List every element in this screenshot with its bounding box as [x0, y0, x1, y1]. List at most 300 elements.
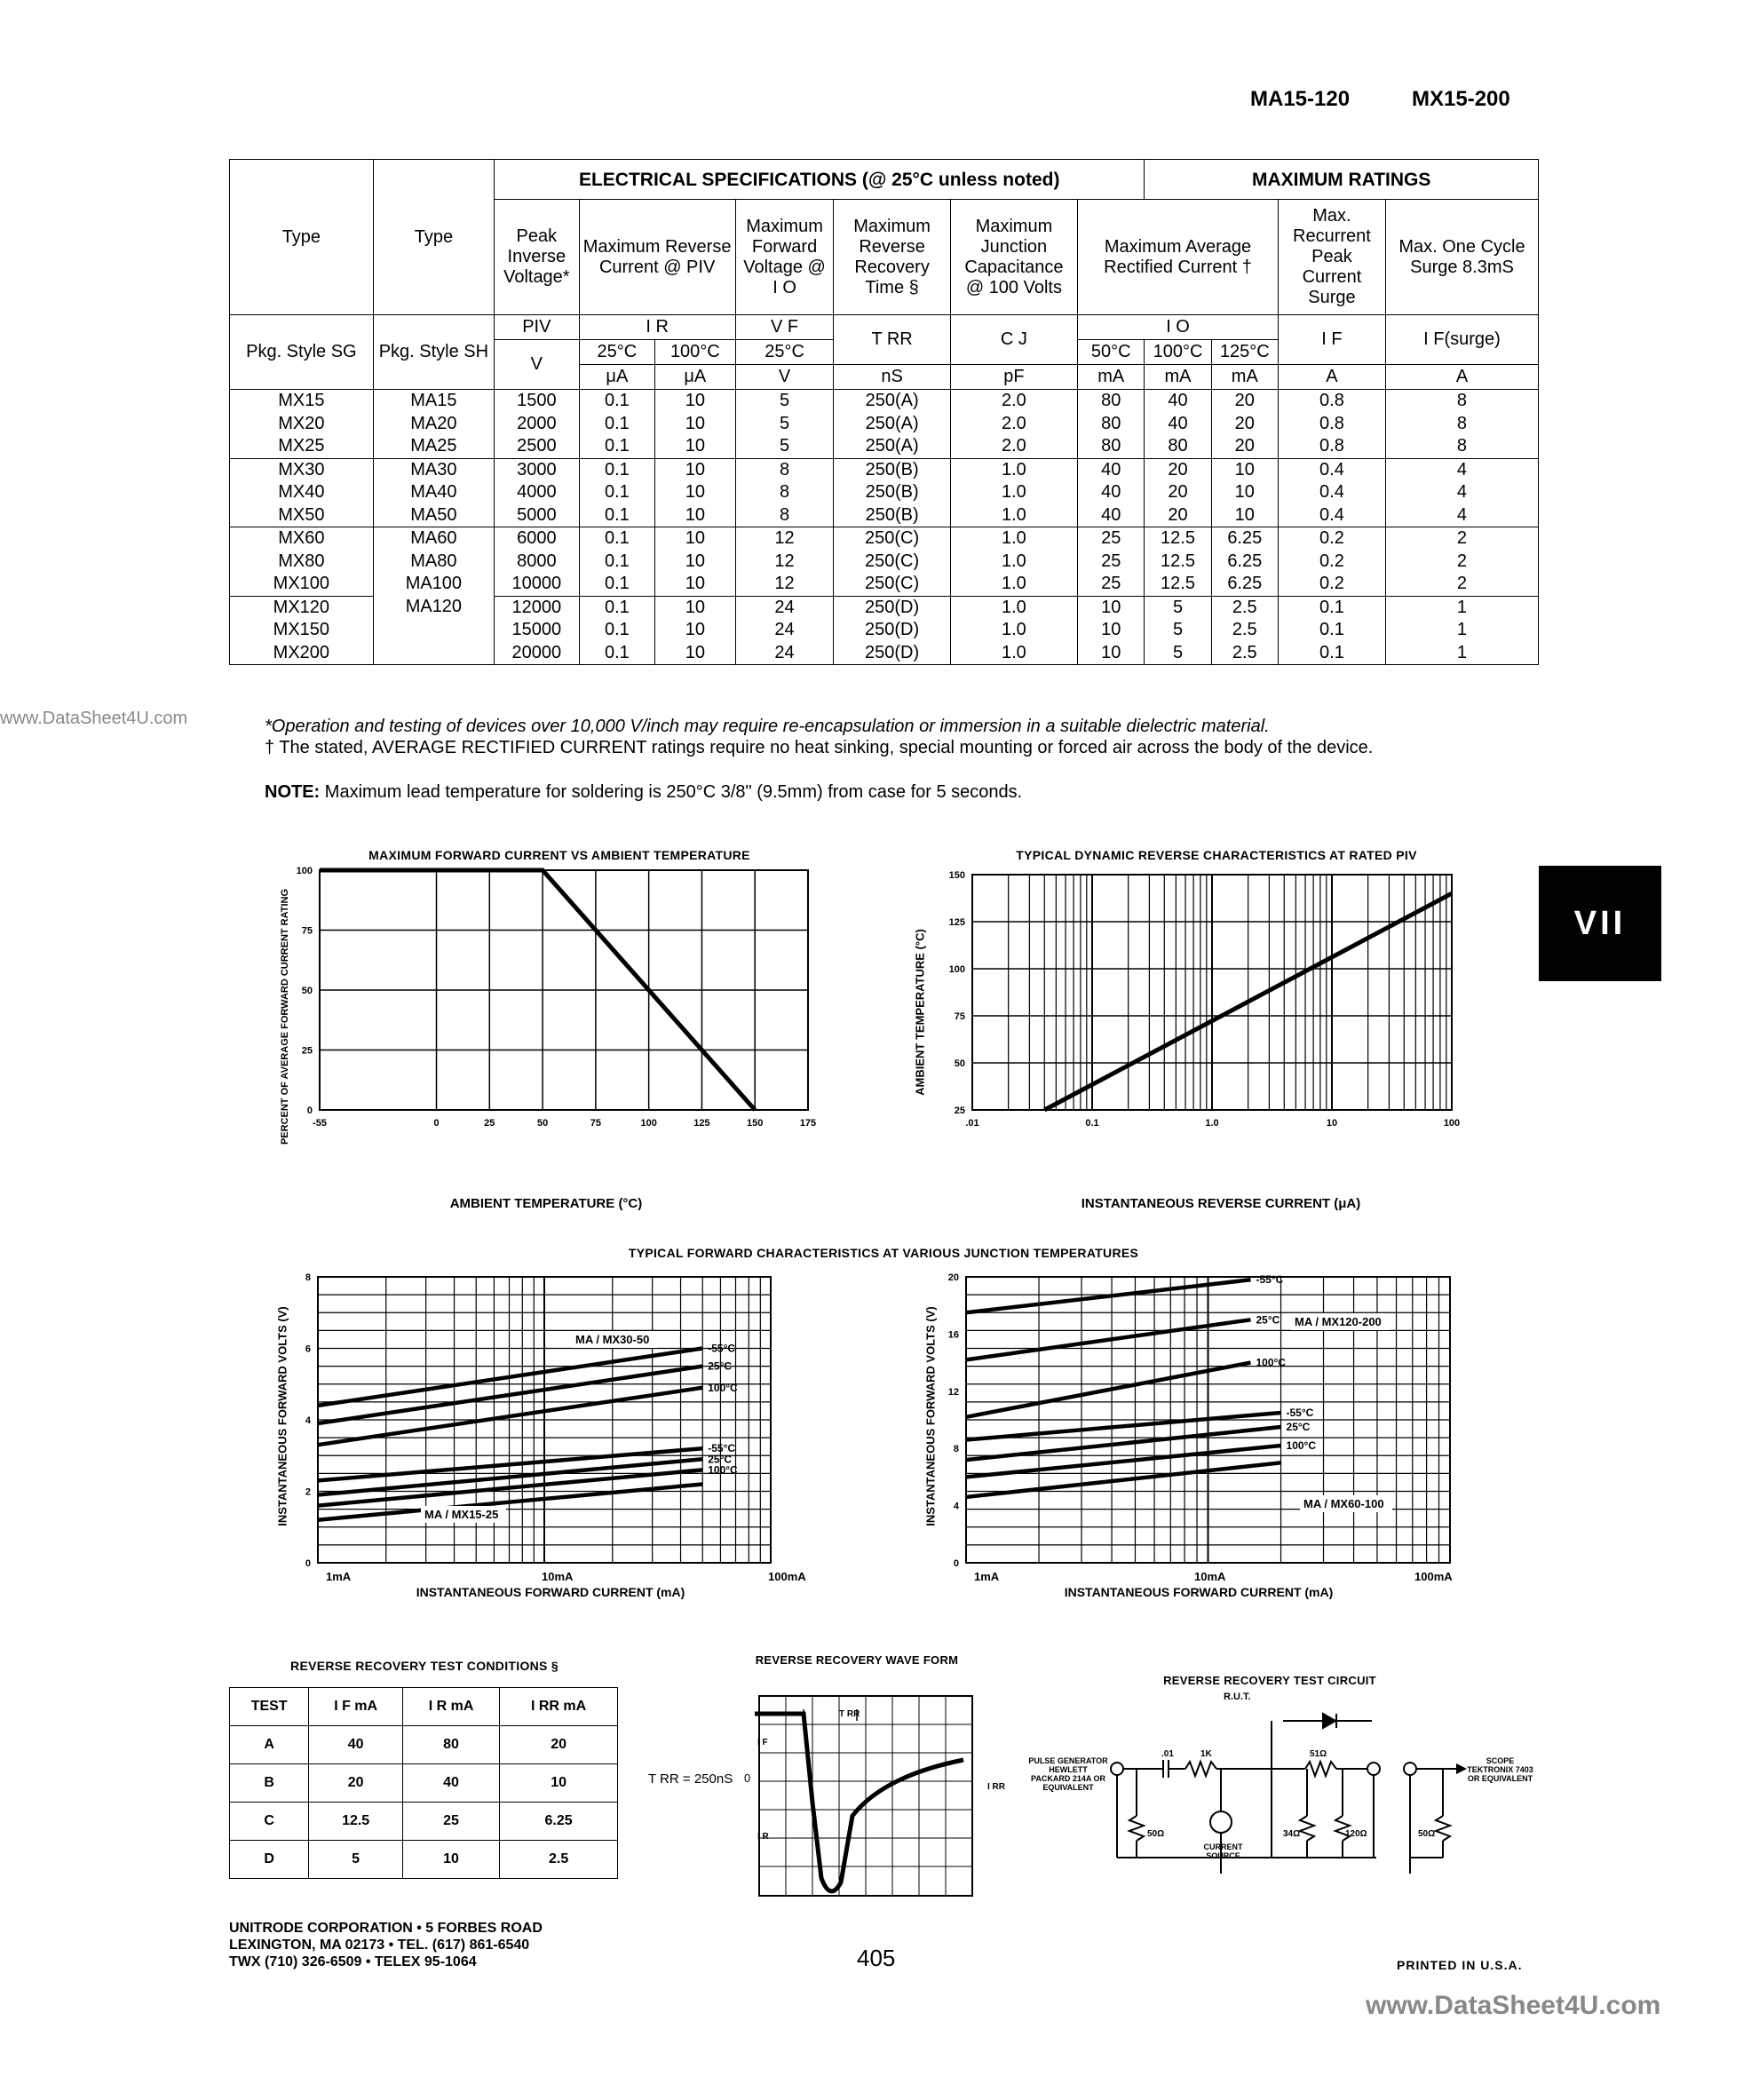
rr-cell: 6.25 — [500, 1803, 618, 1841]
table-cell: MA50 — [373, 504, 494, 527]
series-label: 100°C — [708, 1381, 738, 1394]
x-tick-label: .01 — [965, 1118, 979, 1129]
table-cell: MA20 — [373, 413, 494, 436]
address-line-2: LEXINGTON, MA 02173 • TEL. (617) 861-6540 — [229, 1938, 530, 1953]
table-cell: 12.5 — [1145, 527, 1211, 551]
table-cell: MA15 — [373, 390, 494, 413]
io-125c: 125°C — [1211, 340, 1278, 365]
electrical-spec-heading: ELECTRICAL SPECIFICATIONS (@ 25°C unless noted) — [495, 160, 1145, 200]
table-cell: 8 — [1385, 390, 1538, 413]
rr-row — [230, 1841, 618, 1879]
table-cell: 2.5 — [1211, 596, 1278, 619]
series-label: 25°C — [1256, 1313, 1280, 1327]
table-cell: MA80 — [373, 551, 494, 574]
chart1-xlabel: AMBIENT TEMPERATURE (°C) — [449, 1196, 643, 1211]
rr-table-title: REVERSE RECOVERY TEST CONDITIONS § — [290, 1659, 559, 1673]
table-cell: 8 — [1385, 435, 1538, 458]
rr-row — [230, 1803, 618, 1841]
table-cell: 20 — [1145, 458, 1211, 481]
table-row — [230, 527, 1539, 551]
table-cell: 3000 — [495, 458, 580, 481]
note-label: NOTE: — [265, 782, 321, 802]
chart3-ylabel: INSTANTANEOUS FORWARD VOLTS (V) — [275, 1306, 289, 1526]
io-100c-unit: mA — [1145, 365, 1211, 390]
vf-header: Maximum Forward Voltage @ I O — [735, 200, 834, 315]
table-cell: 0.1 — [579, 596, 654, 619]
series-label: 25°C — [708, 1453, 733, 1466]
table-cell: 0.1 — [579, 435, 654, 458]
rr-header-cell: I R mA — [402, 1688, 499, 1726]
table-cell: 10 — [655, 504, 736, 527]
type-header-1: Type — [230, 160, 374, 315]
circuit-title: REVERSE RECOVERY TEST CIRCUIT — [1163, 1674, 1376, 1687]
rr-cell: 80 — [402, 1726, 499, 1764]
pkg-sh-header: Pkg. Style SH — [373, 315, 494, 390]
table-cell: 80 — [1078, 390, 1145, 413]
io-125c-unit: mA — [1211, 365, 1278, 390]
table-cell: 20 — [1145, 504, 1211, 527]
table-cell: 6.25 — [1211, 551, 1278, 574]
table-cell: 0.4 — [1278, 504, 1385, 527]
series-label: -55°C — [1256, 1273, 1284, 1287]
table-cell: 250(B) — [834, 481, 950, 504]
wf-trr-label: T RR = 250nS — [648, 1771, 733, 1787]
table-cell: 1 — [1385, 642, 1538, 665]
x-tick-label: 100 — [1443, 1118, 1461, 1129]
table-cell: 250(D) — [834, 642, 950, 665]
circuit-scope: SCOPE TEKTRONIX 7403 OR EQUIVALENT — [1467, 1756, 1533, 1783]
table-cell: 0.1 — [579, 504, 654, 527]
cj-unit: pF — [950, 365, 1077, 390]
table-cell: 10 — [1078, 642, 1145, 665]
y-tick-label: 4 — [953, 1501, 959, 1512]
ir-25c: 25°C — [579, 340, 654, 365]
table-cell: 0.1 — [1278, 596, 1385, 619]
table-cell: 2 — [1385, 573, 1538, 596]
part-number-right: MX15-200 — [1412, 87, 1510, 111]
table-cell: 20 — [1211, 390, 1278, 413]
ifsurge-header: Max. One Cycle Surge 8.3mS — [1385, 200, 1538, 315]
table-cell: 5 — [1145, 642, 1211, 665]
table-row — [230, 551, 1539, 574]
rr-cell: A — [230, 1726, 309, 1764]
chart4-xlabel: INSTANTANEOUS FORWARD CURRENT (mA) — [1064, 1585, 1334, 1599]
y-tick-label: 6 — [305, 1343, 311, 1355]
series-line — [966, 1427, 1281, 1460]
x-tick-label: 150 — [747, 1118, 764, 1129]
chart3-title: TYPICAL FORWARD CHARACTERISTICS AT VARIOUS JUNCTION TEMPERATURES — [628, 1246, 1139, 1260]
rr-cell: 40 — [309, 1726, 403, 1764]
table-cell: 2 — [1385, 551, 1538, 574]
table-cell: 12.5 — [1145, 573, 1211, 596]
trr-header: Maximum Reverse Recovery Time § — [834, 200, 950, 315]
c3-xtick-3: 100mA — [768, 1570, 806, 1583]
table-cell: MA30 — [373, 458, 494, 481]
test-circuit-schematic — [1021, 1705, 1545, 1891]
table-cell: 12 — [735, 551, 834, 574]
waveform-title: REVERSE RECOVERY WAVE FORM — [755, 1653, 959, 1667]
table-cell: 8 — [735, 458, 834, 481]
x-tick-label: 125 — [693, 1118, 710, 1129]
rr-cell: 10 — [402, 1841, 499, 1879]
ir-symbol: I R — [579, 315, 735, 340]
waveform-diagram — [644, 1669, 990, 1918]
table-cell: MX200 — [230, 642, 374, 665]
x-tick-label: -55 — [313, 1118, 327, 1129]
table-cell: 5 — [1145, 619, 1211, 642]
trr-symbol: T RR — [834, 315, 950, 365]
table-cell: 2.0 — [950, 413, 1077, 436]
chart-dynamic-reverse — [923, 839, 1501, 1212]
table-cell: 4 — [1385, 481, 1538, 504]
y-tick-label: 0 — [953, 1558, 959, 1569]
circuit-r50a: 50Ω — [1147, 1829, 1165, 1839]
table-cell: 10 — [1078, 619, 1145, 642]
table-cell: MA100 — [373, 573, 494, 596]
vf-25c: 25°C — [735, 340, 834, 365]
table-cell: 40 — [1145, 413, 1211, 436]
table-cell: 0.2 — [1278, 527, 1385, 551]
note-star: *Operation and testing of devices over 10,000 V/inch may require re-encapsulation or immersion in a suitable dielectric material. — [265, 717, 1270, 736]
y-tick-label: 125 — [948, 917, 965, 928]
chart4-ylabel: INSTANTANEOUS FORWARD VOLTS (V) — [923, 1306, 938, 1526]
series-line — [966, 1413, 1281, 1440]
table-row — [230, 458, 1539, 481]
table-cell: 25 — [1078, 527, 1145, 551]
if-symbol: I F — [1278, 315, 1385, 365]
table-cell: 0.2 — [1278, 551, 1385, 574]
io-symbol: I O — [1078, 315, 1279, 340]
x-tick-label: 75 — [590, 1118, 601, 1129]
note-text: Maximum lead temperature for soldering is 250°C 3/8" (9.5mm) from case for 5 seconds. — [324, 782, 1023, 802]
chart-max-forward-current — [258, 839, 826, 1212]
y-tick-label: 75 — [954, 1011, 965, 1022]
table-row — [230, 642, 1539, 665]
table-cell: 0.2 — [1278, 573, 1385, 596]
table-cell: 10 — [1078, 596, 1145, 619]
table-cell: MX80 — [230, 551, 374, 574]
y-tick-label: 25 — [954, 1105, 965, 1116]
table-cell: 10 — [655, 573, 736, 596]
table-cell: 2500 — [495, 435, 580, 458]
table-cell: 0.1 — [579, 458, 654, 481]
table-cell: 20000 — [495, 642, 580, 665]
table-cell: 1.0 — [950, 573, 1077, 596]
table-cell: MA25 — [373, 435, 494, 458]
io-100c: 100°C — [1145, 340, 1211, 365]
table-cell: 0.1 — [579, 642, 654, 665]
y-tick-label: 12 — [947, 1386, 959, 1398]
table-cell: 10 — [655, 390, 736, 413]
table-cell: 10 — [655, 596, 736, 619]
table-cell: 250(C) — [834, 527, 950, 551]
table-cell: 6.25 — [1211, 573, 1278, 596]
x-tick-label: 175 — [799, 1118, 817, 1129]
table-cell: 250(A) — [834, 413, 950, 436]
table-cell: 10 — [655, 435, 736, 458]
y-tick-label: 16 — [947, 1329, 959, 1341]
x-tick-label: 10 — [1326, 1118, 1338, 1129]
series-group-label: MA / MX60-100 — [1303, 1497, 1384, 1510]
rr-row — [230, 1726, 618, 1764]
y-tick-label: 75 — [301, 925, 313, 937]
circuit-c01: .01 — [1161, 1749, 1174, 1759]
table-cell: 10 — [655, 619, 736, 642]
printed-usa: PRINTED IN U.S.A. — [1397, 1958, 1523, 1972]
table-cell — [373, 619, 494, 642]
table-cell: 12 — [735, 573, 834, 596]
cj-header: Maximum Junction Capacitance @ 100 Volts — [950, 200, 1077, 315]
circuit-r120: 120Ω — [1345, 1829, 1367, 1839]
if-unit: A — [1278, 365, 1385, 390]
series-label: 25°C — [1286, 1421, 1311, 1434]
table-cell: MX25 — [230, 435, 374, 458]
table-cell: 8 — [1385, 413, 1538, 436]
table-cell: 10 — [655, 458, 736, 481]
table-cell: MA60 — [373, 527, 494, 551]
table-cell: 1.0 — [950, 504, 1077, 527]
table-cell: MX100 — [230, 573, 374, 596]
rr-header-cell: I RR mA — [500, 1688, 618, 1726]
table-cell: 6000 — [495, 527, 580, 551]
series-label: -55°C — [1286, 1406, 1314, 1419]
table-cell: MX150 — [230, 619, 374, 642]
table-cell: 5000 — [495, 504, 580, 527]
max-ratings-heading: MAXIMUM RATINGS — [1145, 160, 1539, 200]
table-cell: 250(B) — [834, 458, 950, 481]
chart3-xlabel: INSTANTANEOUS FORWARD CURRENT (mA) — [416, 1585, 685, 1599]
watermark-left: www.DataSheet4U.com — [0, 709, 188, 728]
cj-symbol: C J — [950, 315, 1077, 365]
rr-header-cell: TEST — [230, 1688, 309, 1726]
rr-cell: 12.5 — [309, 1803, 403, 1841]
c4-xtick-2: 10mA — [1194, 1570, 1226, 1583]
y-tick-label: 8 — [305, 1272, 311, 1283]
table-cell: 5 — [735, 435, 834, 458]
series-label: 100°C — [1256, 1356, 1286, 1369]
table-cell: 1.0 — [950, 619, 1077, 642]
table-cell: 1.0 — [950, 551, 1077, 574]
spec-table — [229, 159, 1539, 665]
table-cell: 1500 — [495, 390, 580, 413]
table-cell: 40 — [1145, 390, 1211, 413]
watermark-bottom: www.DataSheet4U.com — [1366, 1991, 1661, 2020]
series-group-label: MA / MX30-50 — [575, 1333, 650, 1346]
pkg-sg-header: Pkg. Style SG — [230, 315, 374, 390]
note-dagger: † The stated, AVERAGE RECTIFIED CURRENT ratings require no heat sinking, special mounting or forced air across the body of the device. — [265, 738, 1374, 757]
table-cell: 0.1 — [579, 413, 654, 436]
table-row — [230, 596, 1539, 619]
table-cell: 24 — [735, 596, 834, 619]
table-cell: 0.1 — [579, 619, 654, 642]
if-header: Max. Recurrent Peak Current Surge — [1278, 200, 1385, 315]
table-cell: 25 — [1078, 551, 1145, 574]
table-cell: 0.1 — [579, 573, 654, 596]
x-tick-label: 0.1 — [1085, 1118, 1099, 1129]
y-tick-label: 8 — [953, 1444, 959, 1455]
circuit-r51: 51Ω — [1310, 1749, 1327, 1759]
table-row — [230, 481, 1539, 504]
x-tick-label: 1.0 — [1205, 1118, 1219, 1129]
table-cell: MX15 — [230, 390, 374, 413]
chart-forward-high — [932, 1261, 1501, 1581]
table-cell: 5 — [735, 390, 834, 413]
table-cell: 40 — [1078, 481, 1145, 504]
table-cell: 250(A) — [834, 390, 950, 413]
series-group-label: MA / MX120-200 — [1295, 1315, 1382, 1328]
piv-symbol: PIV — [495, 315, 580, 340]
y-tick-label: 0 — [306, 1105, 313, 1116]
table-cell: 1.0 — [950, 642, 1077, 665]
y-tick-label: 20 — [947, 1272, 959, 1283]
rr-cell: 5 — [309, 1841, 403, 1879]
table-row — [230, 573, 1539, 596]
circuit-current-source: CURRENT SOURCE — [1203, 1842, 1243, 1860]
table-cell — [373, 642, 494, 665]
ir-25c-unit: μA — [579, 365, 654, 390]
table-cell: 12 — [735, 527, 834, 551]
wf-trr: T RR — [839, 1709, 860, 1719]
y-tick-label: 4 — [305, 1415, 311, 1426]
table-cell: MX60 — [230, 527, 374, 551]
vf-symbol: V F — [735, 315, 834, 340]
table-cell: 15000 — [495, 619, 580, 642]
table-cell: 10 — [655, 413, 736, 436]
series-label: 100°C — [1286, 1438, 1317, 1452]
table-cell: 1.0 — [950, 481, 1077, 504]
table-cell: MA40 — [373, 481, 494, 504]
trr-unit: nS — [834, 365, 950, 390]
wf-zero: 0 — [744, 1771, 751, 1785]
series-line — [966, 1462, 1281, 1497]
table-cell: 24 — [735, 642, 834, 665]
table-cell: 12000 — [495, 596, 580, 619]
table-cell: 10 — [1211, 504, 1278, 527]
y-tick-label: 50 — [954, 1058, 965, 1069]
table-cell: 10 — [1211, 481, 1278, 504]
chart1-title: MAXIMUM FORWARD CURRENT VS AMBIENT TEMPERATURE — [368, 848, 750, 862]
c3-xtick-1: 1mA — [326, 1570, 352, 1583]
table-cell: 0.4 — [1278, 458, 1385, 481]
table-cell: 0.1 — [1278, 619, 1385, 642]
table-cell: 2 — [1385, 527, 1538, 551]
table-cell: 20 — [1145, 481, 1211, 504]
series-line — [966, 1446, 1281, 1477]
ir-100c: 100°C — [655, 340, 736, 365]
circuit-rut: R.U.T. — [1224, 1692, 1251, 1702]
table-cell: MX50 — [230, 504, 374, 527]
table-cell: 10 — [655, 481, 736, 504]
rr-cell: 10 — [500, 1764, 618, 1803]
table-cell: 250(C) — [834, 573, 950, 596]
table-cell: 4 — [1385, 458, 1538, 481]
series-group-label: MA / MX15-25 — [424, 1508, 499, 1521]
table-cell: 250(A) — [834, 435, 950, 458]
x-tick-label: 0 — [433, 1118, 440, 1129]
rr-cell: C — [230, 1803, 309, 1841]
part-number-left: MA15-120 — [1250, 87, 1351, 111]
table-cell: 8 — [735, 504, 834, 527]
table-cell: 10000 — [495, 573, 580, 596]
note-soldering — [265, 781, 1525, 803]
c3-xtick-2: 10mA — [542, 1570, 574, 1583]
ir-header: Maximum Reverse Current @ PIV — [579, 200, 735, 315]
circuit-pulse-gen: PULSE GENERATOR HEWLETT PACKARD 214A OR EQUIVALENT — [1028, 1756, 1108, 1792]
y-tick-label: 100 — [296, 866, 313, 876]
table-cell: 80 — [1145, 435, 1211, 458]
table-cell: 0.1 — [1278, 642, 1385, 665]
table-cell: 0.1 — [579, 527, 654, 551]
rr-cell: 20 — [309, 1764, 403, 1803]
table-cell: 250(D) — [834, 596, 950, 619]
table-cell: 4000 — [495, 481, 580, 504]
table-cell: 10 — [655, 642, 736, 665]
table-cell: 250(B) — [834, 504, 950, 527]
table-cell: 0.1 — [579, 551, 654, 574]
series-label: 100°C — [708, 1463, 738, 1477]
table-cell: MX120 — [230, 596, 374, 619]
y-tick-label: 100 — [948, 964, 965, 975]
table-row — [230, 413, 1539, 436]
series-label: -55°C — [708, 1342, 736, 1355]
table-row — [230, 435, 1539, 458]
rr-cell: 40 — [402, 1764, 499, 1803]
table-cell: 5 — [1145, 596, 1211, 619]
x-tick-label: 100 — [640, 1118, 657, 1129]
piv-unit: V — [495, 340, 580, 390]
c4-xtick-3: 100mA — [1414, 1570, 1453, 1583]
chart1-ylabel: PERCENT OF AVERAGE FORWARD CURRENT RATING — [280, 888, 290, 1145]
ir-100c-unit: μA — [655, 365, 736, 390]
table-cell: 20 — [1211, 413, 1278, 436]
chart2-ylabel: AMBIENT TEMPERATURE (°C) — [913, 929, 927, 1096]
rr-cell: D — [230, 1841, 309, 1879]
table-cell: 8000 — [495, 551, 580, 574]
chart-forward-low — [284, 1261, 852, 1581]
company-address — [229, 1920, 543, 1970]
rr-cell: 2.5 — [500, 1841, 618, 1879]
rr-cell: 20 — [500, 1726, 618, 1764]
c4-xtick-1: 1mA — [974, 1570, 1000, 1583]
table-cell: 2.5 — [1211, 619, 1278, 642]
address-line-3: TWX (710) 326-6509 • TELEX 95-1064 — [229, 1954, 477, 1969]
wf-if: I F — [757, 1738, 768, 1747]
table-cell: 0.1 — [579, 390, 654, 413]
x-tick-label: 25 — [484, 1118, 495, 1129]
table-cell: 24 — [735, 619, 834, 642]
chart2-title: TYPICAL DYNAMIC REVERSE CHARACTERISTICS AT RATED PIV — [1016, 848, 1417, 862]
table-cell: 6.25 — [1211, 527, 1278, 551]
table-cell: 0.4 — [1278, 481, 1385, 504]
ifsurge-unit: A — [1385, 365, 1538, 390]
circuit-r50b: 50Ω — [1418, 1829, 1436, 1839]
wf-irr: I RR — [987, 1782, 1005, 1792]
section-tab: VII — [1539, 866, 1661, 981]
y-tick-label: 50 — [301, 986, 313, 996]
piv-header: Peak Inverse Voltage* — [495, 200, 580, 315]
y-tick-label: 2 — [305, 1486, 311, 1498]
table-cell: 250(D) — [834, 619, 950, 642]
table-cell: 2.0 — [950, 390, 1077, 413]
table-cell: 80 — [1078, 413, 1145, 436]
table-row — [230, 619, 1539, 642]
table-cell: 10 — [655, 551, 736, 574]
table-cell: 25 — [1078, 573, 1145, 596]
table-cell: 2.0 — [950, 435, 1077, 458]
table-cell: MX20 — [230, 413, 374, 436]
table-cell: 10 — [655, 527, 736, 551]
table-cell: 10 — [1211, 458, 1278, 481]
